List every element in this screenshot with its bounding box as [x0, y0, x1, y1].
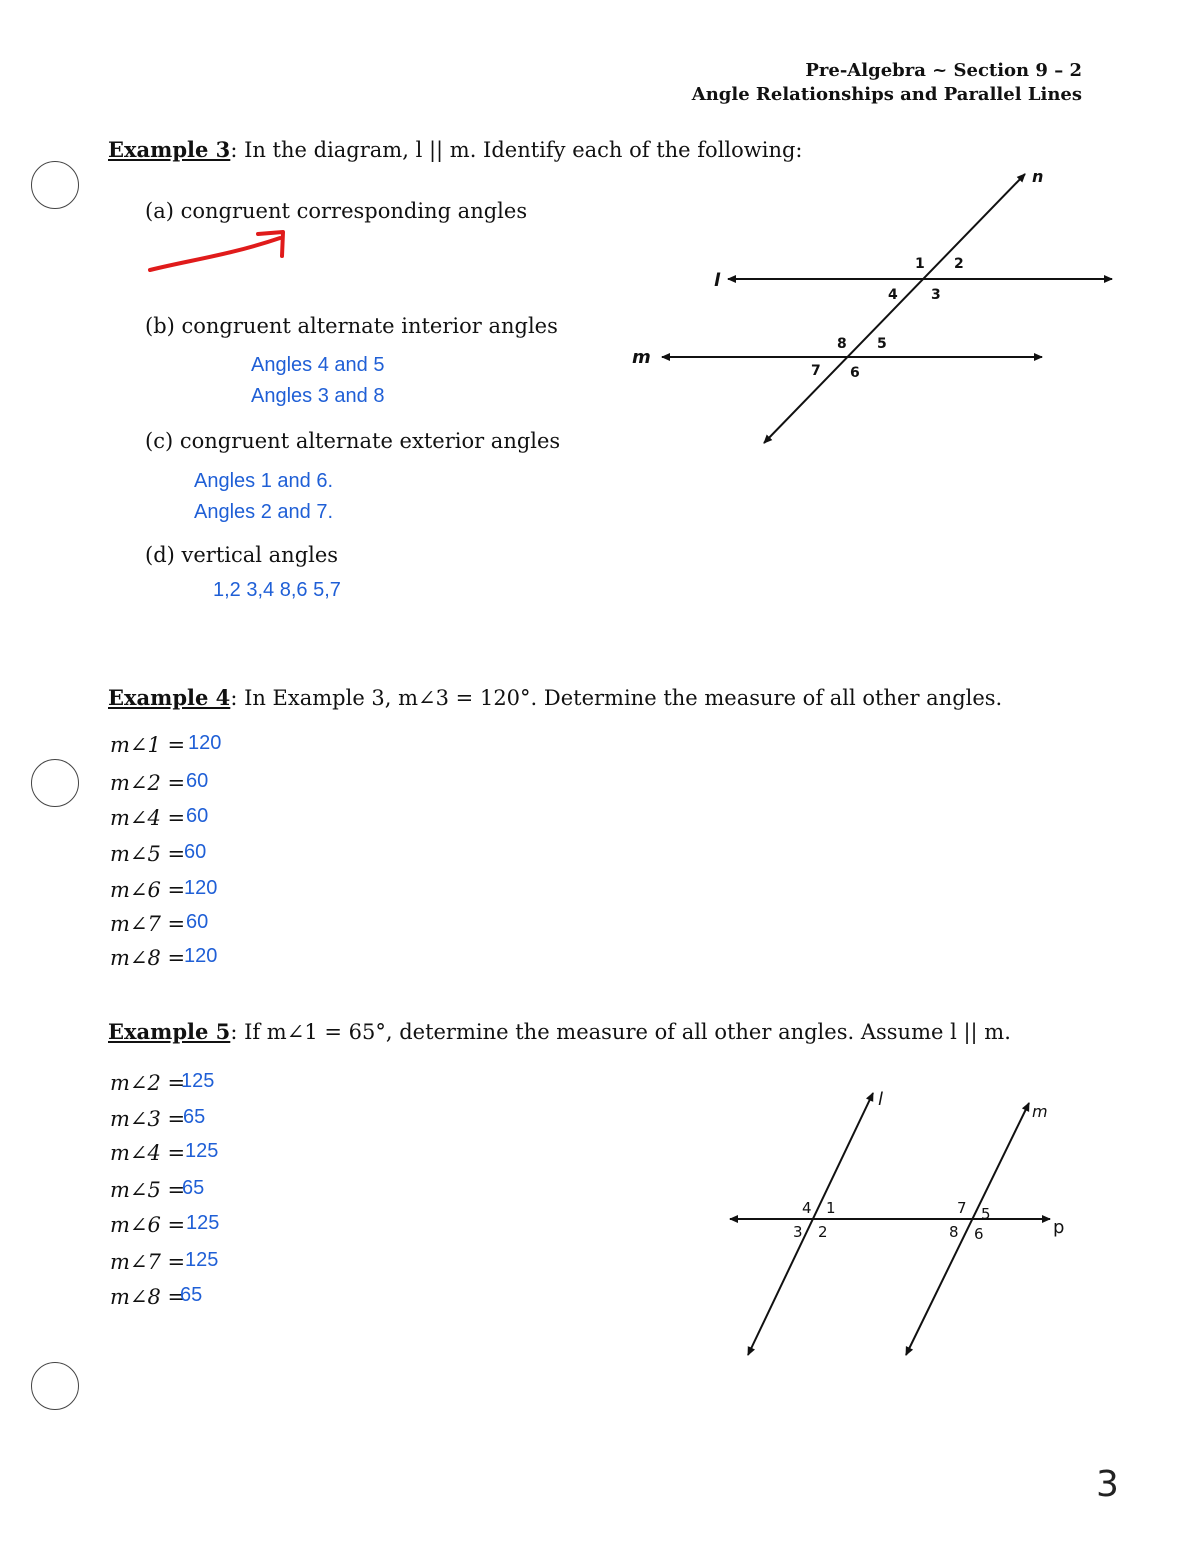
- example4-label: m∠5 =: [110, 842, 186, 866]
- example3-c-answer-1: Angles 1 and 6.: [194, 470, 333, 492]
- example5-value: 125: [181, 1070, 215, 1092]
- example3-part-c: (c) congruent alternate exterior angles: [145, 429, 561, 453]
- angle-6: 6: [974, 1225, 984, 1243]
- diagram-line-l: [748, 1093, 873, 1355]
- angle-3: 3: [793, 1223, 803, 1241]
- example3-part-a: (a) congruent corresponding angles: [145, 199, 528, 223]
- example4-label: m∠7 =: [110, 912, 186, 936]
- example5-value: 125: [185, 1140, 219, 1162]
- example4-value: 60: [186, 770, 209, 792]
- header-title: Angle Relationships and Parallel Lines: [691, 84, 1082, 105]
- angle-6: 6: [850, 365, 860, 381]
- example5-heading: [108, 1019, 1011, 1044]
- example5-value: 65: [182, 1177, 205, 1199]
- page-number: 3: [1096, 1464, 1119, 1505]
- example4-label: m∠6 =: [110, 878, 186, 902]
- example3-part-b: (b) congruent alternate interior angles: [145, 314, 558, 338]
- example5-label: m∠7 =: [110, 1250, 186, 1274]
- example5-value: 125: [185, 1249, 219, 1271]
- angle-4: 4: [888, 287, 898, 303]
- label-line-m: m: [632, 347, 651, 368]
- example4-label: m∠8 =: [110, 946, 186, 970]
- example4-label: m∠4 =: [110, 806, 186, 830]
- example5-title: Example 5: [108, 1019, 231, 1044]
- example3-c-answer-2: Angles 2 and 7.: [194, 501, 333, 523]
- angle-8: 8: [949, 1223, 959, 1241]
- label-line-m: m: [1032, 1102, 1048, 1121]
- angle-5: 5: [877, 336, 887, 352]
- example4-value: 60: [186, 805, 209, 827]
- label-line-l: l: [714, 270, 721, 291]
- example4-label: m∠1 =: [110, 733, 186, 757]
- example5-label: m∠3 =: [110, 1107, 186, 1131]
- example3-part-d: (d) vertical angles: [145, 543, 339, 567]
- binder-hole-middle: [31, 759, 79, 807]
- example5-diagram: [720, 1085, 1080, 1365]
- example4-prompt: : In Example 3, m∠3 = 120°. Determine the measure of all other angles.: [230, 686, 1003, 710]
- angle-1: 1: [826, 1199, 836, 1217]
- example5-label: m∠4 =: [110, 1141, 186, 1165]
- example4-value: 120: [188, 732, 222, 754]
- example3-d-answer: 1,2 3,4 8,6 5,7: [213, 579, 341, 601]
- red-pen-arrow: [140, 220, 300, 280]
- example5-label: m∠8 =: [110, 1285, 186, 1309]
- angle-3: 3: [931, 287, 941, 303]
- example3-heading: [108, 137, 803, 162]
- example5-value: 65: [183, 1106, 206, 1128]
- example5-value: 65: [180, 1284, 203, 1306]
- label-line-n: n: [1032, 167, 1044, 186]
- example5-label: m∠2 =: [110, 1071, 186, 1095]
- diagram-line-m: [906, 1103, 1029, 1355]
- example5-prompt: : If m∠1 = 65°, determine the measure of all other angles. Assume l || m.: [230, 1020, 1011, 1044]
- angle-2: 2: [954, 256, 964, 272]
- angle-2: 2: [818, 1223, 828, 1241]
- header-section: Pre-Algebra ~ Section 9 – 2: [805, 60, 1082, 81]
- example3-title: Example 3: [108, 137, 231, 162]
- example3-b-answer-2: Angles 3 and 8: [251, 385, 385, 407]
- example4-value: 60: [186, 911, 209, 933]
- angle-1: 1: [915, 256, 925, 272]
- angle-5: 5: [981, 1205, 991, 1223]
- example4-value: 60: [184, 841, 207, 863]
- example4-heading: [108, 685, 1002, 710]
- example4-value: 120: [184, 945, 218, 967]
- label-line-p: p: [1053, 1217, 1065, 1238]
- example3-b-answer-1: Angles 4 and 5: [251, 354, 385, 376]
- example3-diagram: [620, 160, 1120, 460]
- diagram-line-n: [764, 174, 1025, 443]
- binder-hole-bottom: [31, 1362, 79, 1410]
- angle-7: 7: [957, 1199, 967, 1217]
- example5-label: m∠6 =: [110, 1213, 186, 1237]
- angle-8: 8: [837, 336, 847, 352]
- example4-value: 120: [184, 877, 218, 899]
- example5-value: 125: [186, 1212, 220, 1234]
- binder-hole-top: [31, 161, 79, 209]
- example3-prompt: : In the diagram, l || m. Identify each of the following:: [230, 138, 803, 162]
- angle-4: 4: [802, 1199, 812, 1217]
- label-line-l: l: [878, 1089, 884, 1110]
- example5-label: m∠5 =: [110, 1178, 186, 1202]
- example4-title: Example 4: [108, 685, 231, 710]
- angle-7: 7: [811, 363, 821, 379]
- example4-label: m∠2 =: [110, 771, 186, 795]
